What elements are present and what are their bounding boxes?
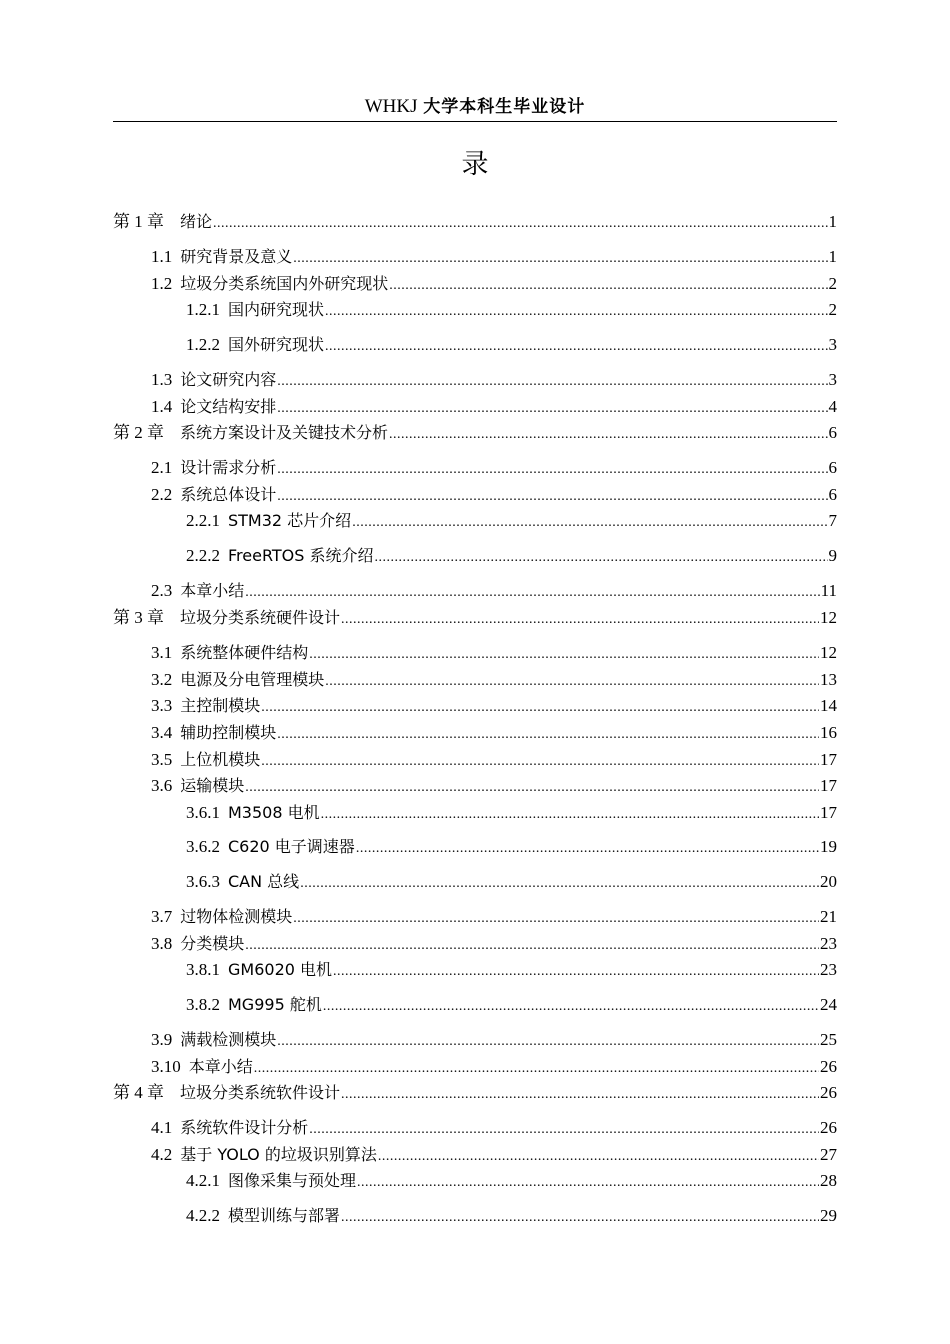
toc-entry-page: 11 — [820, 581, 837, 600]
toc-entry-title: 满载检测模块 — [180, 1030, 277, 1049]
toc-entry-number: 2.2.2 — [186, 546, 220, 565]
toc-entry-page: 16 — [820, 723, 837, 742]
toc-entry-number: 3.1 — [151, 643, 173, 662]
toc-dot-leader — [309, 643, 819, 667]
toc-dot-leader — [352, 511, 827, 535]
toc-entry[interactable] — [186, 1169, 837, 1193]
toc-entry-title: FreeRTOS 系统介绍 — [228, 546, 374, 565]
toc-dot-leader — [357, 1171, 819, 1195]
toc-entry[interactable] — [113, 210, 837, 234]
toc-entry-page: 20 — [820, 872, 837, 891]
toc-entry-number: 3.4 — [151, 723, 173, 742]
toc-dot-leader — [325, 335, 827, 359]
toc-entry-number: 3.6 — [151, 776, 173, 795]
toc-entry-page: 14 — [820, 696, 837, 715]
toc-entry-title: 国内研究现状 — [228, 300, 325, 319]
toc-entry-title: 设计需求分析 — [180, 458, 277, 477]
toc-entry-title: 图像采集与预处理 — [228, 1171, 357, 1190]
toc-entry-page: 1 — [828, 247, 837, 266]
toc-entry-page: 25 — [820, 1030, 837, 1049]
toc-entry-title: 垃圾分类系统国内外研究现状 — [180, 274, 389, 293]
toc-entry-number: 4.2.2 — [186, 1206, 220, 1225]
toc-dot-leader — [325, 300, 827, 324]
toc-dot-leader — [341, 1083, 819, 1107]
toc-entry-title: 系统整体硬件结构 — [180, 643, 309, 662]
toc-entry-title: 论文研究内容 — [180, 370, 277, 389]
toc-dot-leader — [293, 907, 819, 931]
toc-entry-number: 2.2.1 — [186, 511, 220, 530]
header-brand: WHKJ — [364, 96, 418, 117]
toc-entry-page: 26 — [820, 1057, 837, 1076]
toc-entry-title: MG995 舵机 — [228, 995, 322, 1014]
toc-dot-leader — [341, 1206, 819, 1230]
toc-entry-number: 3.9 — [151, 1030, 173, 1049]
toc-dot-leader — [323, 995, 819, 1019]
toc-entry-number: 3.8.2 — [186, 995, 220, 1014]
toc-entry-number: 4.2 — [151, 1145, 173, 1164]
toc-entry-number: 2.1 — [151, 458, 173, 477]
toc-entry-title: 垃圾分类系统硬件设计 — [180, 608, 341, 627]
toc-entry[interactable] — [113, 606, 837, 630]
toc-entry-number: 第 2 章 — [113, 423, 164, 442]
toc-entry-number: 1.2 — [151, 274, 173, 293]
toc-entry-number: 3.8 — [151, 934, 173, 953]
toc-dot-leader — [293, 247, 827, 271]
toc-entry[interactable] — [151, 368, 837, 392]
toc-dot-leader — [245, 776, 819, 800]
toc-entry-page: 12 — [820, 643, 837, 662]
toc-entry-title: 辅助控制模块 — [180, 723, 277, 742]
toc-entry-page: 21 — [820, 907, 837, 926]
toc-entry-number: 4.2.1 — [186, 1171, 220, 1190]
toc-dot-leader — [325, 670, 819, 694]
toc-entry-page: 2 — [828, 274, 837, 293]
toc-entry[interactable] — [151, 694, 837, 718]
toc-dot-leader — [277, 397, 827, 421]
toc-entry-page: 28 — [820, 1171, 837, 1190]
toc-entry-title: 主控制模块 — [180, 696, 261, 715]
toc-entry-page: 12 — [820, 608, 837, 627]
toc-entry-number: 1.2.1 — [186, 300, 220, 319]
toc-entry-number: 3.3 — [151, 696, 173, 715]
toc-entry-page: 6 — [828, 423, 837, 442]
toc-dot-leader — [261, 750, 819, 774]
toc-entry-title: M3508 电机 — [228, 803, 320, 822]
toc-entry-page: 23 — [820, 960, 837, 979]
toc-entry-title: 系统总体设计 — [180, 485, 277, 504]
toc-entry-number: 3.6.2 — [186, 837, 220, 856]
toc-dot-leader — [213, 212, 827, 236]
toc-entry[interactable] — [151, 1116, 837, 1140]
toc-entry-title: 论文结构安排 — [180, 397, 277, 416]
toc-entry-title: 本章小结 — [188, 1057, 253, 1076]
toc-entry[interactable] — [151, 641, 837, 665]
toc-entry-title: 上位机模块 — [180, 750, 261, 769]
toc-dot-leader — [245, 934, 819, 958]
toc-dot-leader — [309, 1118, 819, 1142]
toc-entry[interactable] — [186, 544, 837, 568]
toc-entry[interactable] — [186, 870, 837, 894]
toc-entry-page: 13 — [820, 670, 837, 689]
toc-entry-page: 26 — [820, 1083, 837, 1102]
toc-entry-number: 1.4 — [151, 397, 173, 416]
toc-entry[interactable] — [151, 748, 837, 772]
toc-entry-title: 过物体检测模块 — [180, 907, 293, 926]
toc-entry-title: 研究背景及意义 — [180, 247, 293, 266]
header-title: 大学本科生毕业设计 — [423, 97, 586, 117]
toc-dot-leader — [300, 872, 819, 896]
toc-dot-leader — [333, 960, 819, 984]
toc-entry-page: 3 — [828, 370, 837, 389]
toc-entry-number: 3.6.1 — [186, 803, 220, 822]
toc-entry[interactable] — [151, 721, 837, 745]
toc-entry-page: 27 — [820, 1145, 837, 1164]
toc-dot-leader — [277, 723, 819, 747]
toc-entry-title: STM32 芯片介绍 — [228, 511, 352, 530]
toc-entry-number: 3.6.3 — [186, 872, 220, 891]
toc-entry-page: 26 — [820, 1118, 837, 1137]
toc-dot-leader — [341, 608, 819, 632]
toc-entry-page: 2 — [828, 300, 837, 319]
toc-entry-page: 23 — [820, 934, 837, 953]
toc-entry-title: 国外研究现状 — [228, 335, 325, 354]
toc-entry-number: 3.2 — [151, 670, 173, 689]
toc-entry-number: 4.1 — [151, 1118, 173, 1137]
toc-entry-number: 3.8.1 — [186, 960, 220, 979]
toc-dot-leader — [254, 1057, 819, 1081]
toc-entry[interactable] — [151, 668, 837, 692]
toc-entry-number: 2.2 — [151, 485, 173, 504]
toc-entry-title: C620 电子调速器 — [228, 837, 355, 856]
toc-entry-title: 基于 YOLO 的垃圾识别算法 — [180, 1145, 377, 1164]
toc-entry[interactable] — [186, 509, 837, 533]
toc-entry[interactable] — [186, 1204, 837, 1228]
toc-entry[interactable] — [151, 456, 837, 480]
toc-entry-number: 1.3 — [151, 370, 173, 389]
toc-entry-page: 7 — [828, 511, 837, 530]
toc-entry-page: 6 — [828, 485, 837, 504]
toc-entry-page: 17 — [820, 803, 837, 822]
toc-dot-leader — [277, 485, 827, 509]
toc-dot-leader — [277, 458, 827, 482]
toc-entry[interactable] — [151, 579, 837, 603]
toc-dot-leader — [245, 581, 819, 605]
toc-entry-page: 4 — [828, 397, 837, 416]
toc-entry-page: 6 — [828, 458, 837, 477]
toc-entry-number: 3.10 — [151, 1057, 181, 1076]
toc-entry-page: 29 — [820, 1206, 837, 1225]
toc-entry[interactable] — [186, 993, 837, 1017]
toc-dot-leader — [321, 803, 819, 827]
toc-entry[interactable] — [151, 245, 837, 269]
toc-dot-leader — [277, 1030, 819, 1054]
toc-dot-leader — [277, 370, 827, 394]
toc-entry[interactable] — [151, 932, 837, 956]
toc-dot-leader — [261, 696, 819, 720]
toc-entry-title: 分类模块 — [180, 934, 245, 953]
toc-entry-number: 3.7 — [151, 907, 173, 926]
toc-entry[interactable] — [186, 835, 837, 859]
toc-dot-leader — [389, 423, 827, 447]
toc-entry-title: 模型训练与部署 — [228, 1206, 341, 1225]
toc-entry[interactable] — [151, 905, 837, 929]
toc-entry[interactable] — [186, 801, 837, 825]
toc-dot-leader — [389, 274, 827, 298]
toc-entry-number: 3.5 — [151, 750, 173, 769]
toc-entry-title: 系统软件设计分析 — [180, 1118, 309, 1137]
toc-entry[interactable] — [151, 1055, 837, 1079]
toc-entry-number: 1.2.2 — [186, 335, 220, 354]
toc-dot-leader — [375, 546, 828, 570]
toc-dot-leader — [356, 837, 819, 861]
toc-entry-page: 9 — [828, 546, 837, 565]
toc-entry[interactable] — [151, 395, 837, 419]
page-title: 录 — [461, 149, 489, 180]
toc-entry-title: 运输模块 — [180, 776, 245, 795]
toc-entry-number: 2.3 — [151, 581, 173, 600]
toc-entry-title: 电源及分电管理模块 — [180, 670, 325, 689]
toc-entry[interactable] — [113, 1081, 837, 1105]
toc-entry-title: 本章小结 — [180, 581, 245, 600]
toc-entry[interactable] — [151, 1143, 837, 1167]
toc-entry-page: 19 — [820, 837, 837, 856]
toc-entry-page: 17 — [820, 750, 837, 769]
toc-entry[interactable] — [186, 333, 837, 357]
toc-entry[interactable] — [151, 272, 837, 296]
toc-entry[interactable] — [151, 483, 837, 507]
toc-entry-number: 1.1 — [151, 247, 173, 266]
toc-entry[interactable] — [151, 1028, 837, 1052]
toc-entry-title: CAN 总线 — [228, 872, 300, 891]
toc-entry-title: 垃圾分类系统软件设计 — [180, 1083, 341, 1102]
toc-entry[interactable] — [186, 958, 837, 982]
toc-entry-title: 绪论 — [180, 212, 213, 231]
toc-entry-page: 17 — [820, 776, 837, 795]
toc-entry-number: 第 1 章 — [113, 212, 164, 231]
toc-dot-leader — [378, 1145, 819, 1169]
toc-entry-page: 3 — [828, 335, 837, 354]
toc-entry-number: 第 3 章 — [113, 608, 164, 627]
toc-entry-page: 1 — [828, 212, 837, 231]
toc-entry[interactable] — [186, 298, 837, 322]
toc-entry-number: 第 4 章 — [113, 1083, 164, 1102]
toc-entry[interactable] — [151, 774, 837, 798]
toc-entry-page: 24 — [820, 995, 837, 1014]
toc-entry[interactable] — [113, 421, 837, 445]
toc-entry-title: GM6020 电机 — [228, 960, 333, 979]
toc-entry-title: 系统方案设计及关键技术分析 — [180, 423, 389, 442]
